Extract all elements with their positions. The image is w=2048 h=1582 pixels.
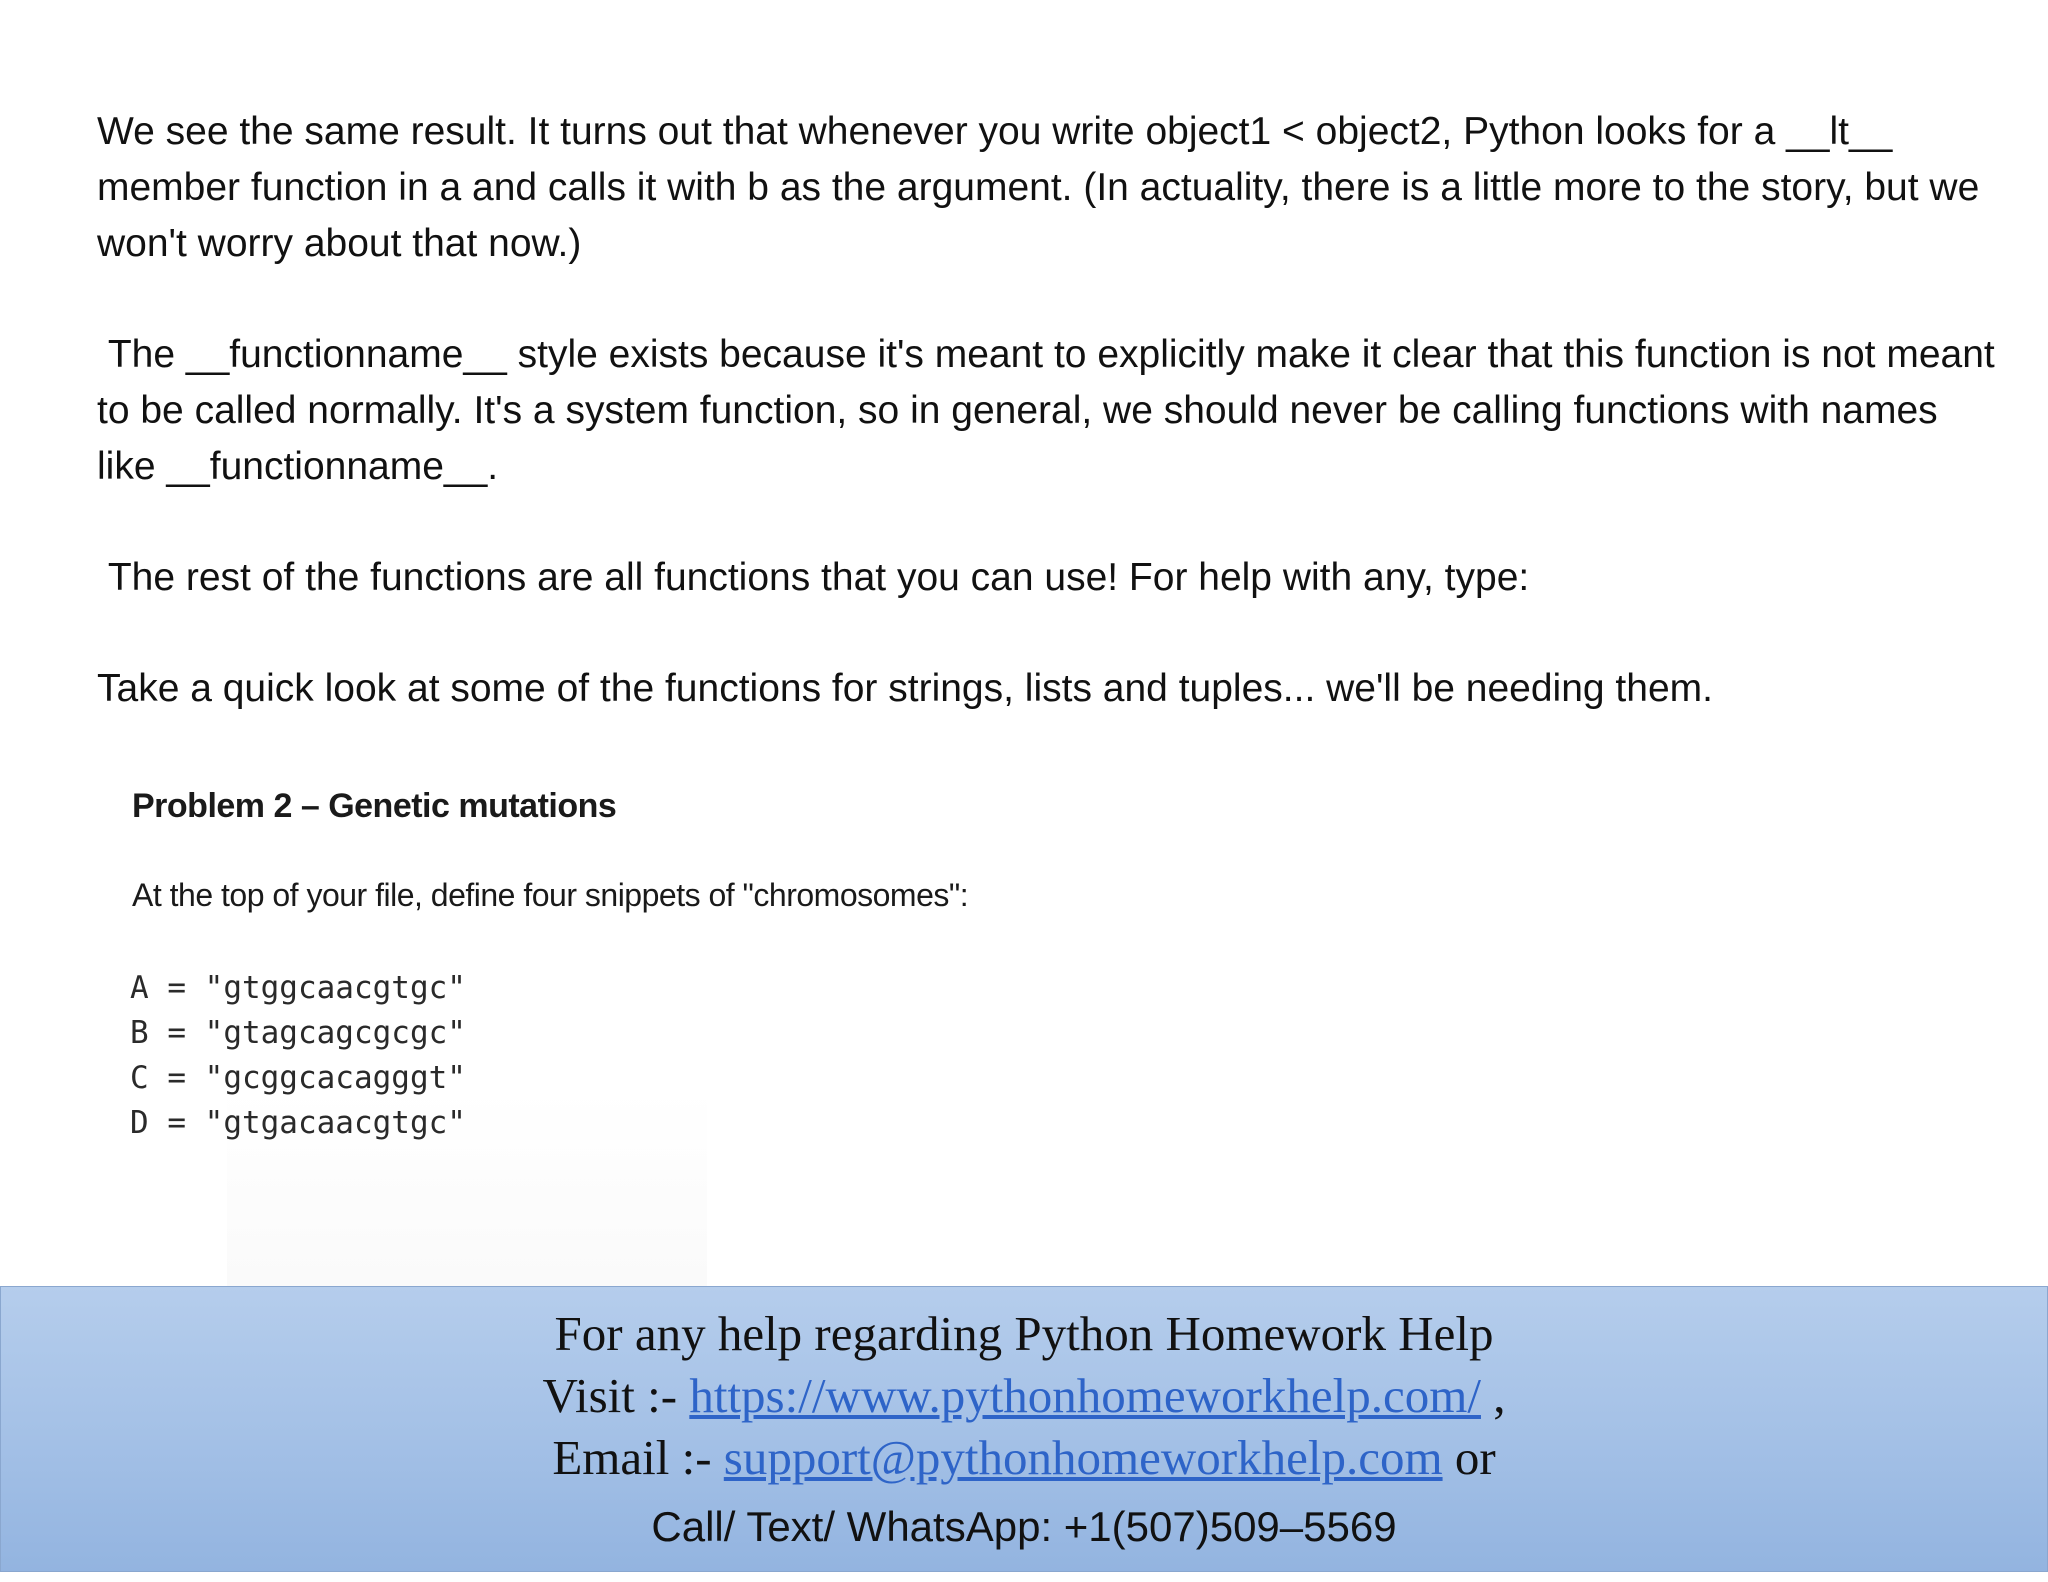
slide-body xyxy=(97,104,2006,772)
problem-intro: At the top of your file, define four snippets of "chromosomes": xyxy=(132,877,969,913)
chromosome-code-block xyxy=(130,966,466,1146)
visit-label: Visit :- xyxy=(542,1368,690,1423)
email-suffix: or xyxy=(1442,1430,1496,1485)
code-line-a: A = "gtggcaacgtgc" xyxy=(130,970,466,1006)
paragraph-lt-explanation: We see the same result. It turns out that whenever you write object1 < object2, Python looks for a __lt__ member function in a and calls it with b as the argument. (In actuality, there is a little more to the story, but we won't worry about that now.) xyxy=(97,110,1991,265)
website-link[interactable]: https://www.pythonhomeworkhelp.com/ xyxy=(689,1368,1481,1423)
footer-email-line xyxy=(1,1427,2047,1489)
paragraph-functionname-style: The __functionname__ style exists because it's meant to explicitly make it clear that this function is not meant to be called normally. It's a system function, so in general, we should never be calling functions with names like __functionname__. xyxy=(97,333,2006,488)
code-line-d: D = "gtgacaacgtgc" xyxy=(130,1105,466,1141)
paragraph-help-hint: The rest of the functions are all functions that you can use! For help with any, type: xyxy=(97,556,1530,599)
paragraph-quick-look: Take a quick look at some of the functions for strings, lists and tuples... we'll be needing them. xyxy=(97,667,1713,710)
problem-screenshot xyxy=(122,778,969,1268)
footer-headline: For any help regarding Python Homework Help xyxy=(554,1306,1494,1361)
code-line-b: B = "gtagcagcgcgc" xyxy=(130,1015,466,1051)
contact-footer xyxy=(0,1286,2048,1572)
visit-suffix: , xyxy=(1480,1368,1506,1423)
code-line-c: C = "gcggcacagggt" xyxy=(130,1060,466,1096)
footer-visit-line xyxy=(1,1365,2047,1427)
footer-phone: Call/ Text/ WhatsApp: +1(507)509–5569 xyxy=(651,1503,1397,1550)
email-link[interactable]: support@pythonhomeworkhelp.com xyxy=(723,1430,1443,1485)
email-label: Email :- xyxy=(552,1430,724,1485)
problem-title: Problem 2 – Genetic mutations xyxy=(132,787,617,825)
